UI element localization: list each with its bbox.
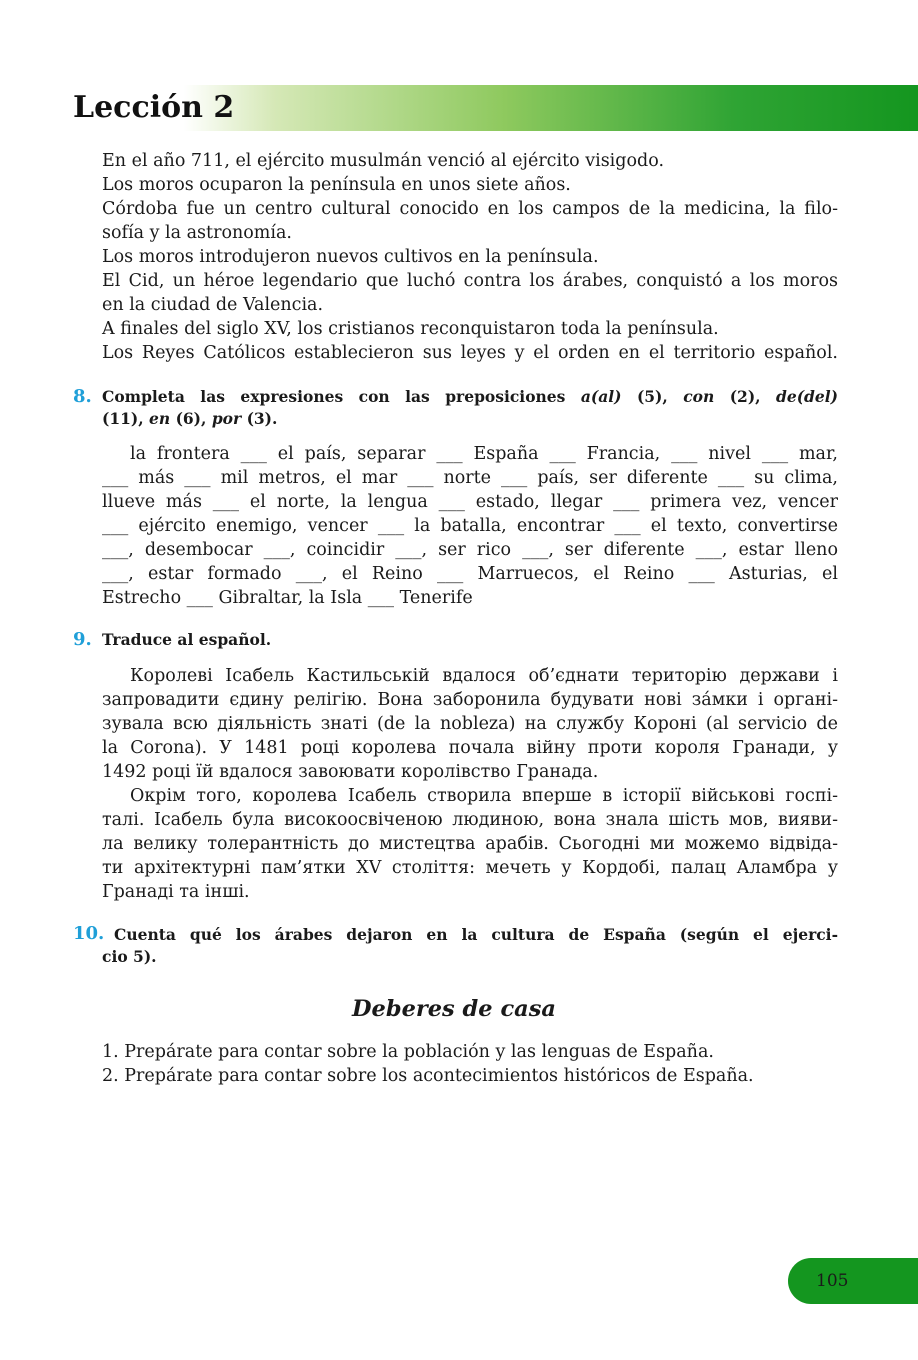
intro-line: en la ciudad de Valencia. <box>102 295 324 315</box>
exercise-9-number: 9. <box>73 629 92 650</box>
exercise-8-line: ___, desembocar ___, coincidir ___, ser rico ___, ser diferente ___, estar lleno <box>102 540 838 560</box>
exercise-9-instruction <box>102 629 838 651</box>
exercise-8-instruction-line: (11), en (6), por (3). <box>102 409 278 428</box>
exercise-8-line: ___, estar formado ___, el Reino ___ Marruecos, el Reino ___ Asturias, el <box>102 564 838 584</box>
exercise-9-line: ла велику толерантність до мистецтва арабів. Сьогодні ми можемо відвіда- <box>102 834 838 854</box>
homework-list <box>102 1040 838 1088</box>
exercise-9-line: ти архітектурні пам’ятки XV століття: мечеть у Кордобі, палац Аламбра у <box>102 858 838 878</box>
exercise-8-line: ___ ejército enemigo, vencer ___ la batalla, encontrar ___ el texto, convertirse <box>102 516 838 536</box>
intro-line: Los Reyes Católicos establecieron sus leyes y el orden en el territorio español. <box>102 343 838 363</box>
exercise-10-instruction-line: Cuenta qué los árabes dejaron en la cultura de España (según el ejerci- <box>114 925 838 944</box>
exercise-8-line: ___ más ___ mil metros, el mar ___ norte ___ país, ser diferente ___ su clima, <box>102 468 838 488</box>
exercise-10-instruction-cont <box>102 946 838 968</box>
exercise-9-body <box>102 664 838 904</box>
exercise-9-line: Окрім того, королева Ісабель створила вперше в історії військові госпі- <box>130 786 838 806</box>
exercise-8-line: llueve más ___ el norte, la lengua ___ estado, llegar ___ primera vez, vencer <box>102 492 838 512</box>
exercise-10-instruction <box>114 924 838 946</box>
intro-line: A finales del siglo XV, los cristianos reconquistaron toda la península. <box>102 319 719 339</box>
exercise-8-body <box>102 442 838 610</box>
exercise-8-instruction <box>102 386 838 430</box>
exercise-10-instruction-line: cio 5). <box>102 947 157 966</box>
intro-line: Córdoba fue un centro cultural conocido en los campos de la medicina, la filo- <box>102 199 838 219</box>
intro-line: sofía y la astronomía. <box>102 223 292 243</box>
intro-text <box>102 149 838 365</box>
intro-line: El Cid, un héroe legendario que luchó contra los árabes, conquistó a los moros <box>102 271 838 291</box>
intro-line: Los moros ocuparon la península en unos siete años. <box>102 175 571 195</box>
exercise-9-line: 1492 році їй вдалося завоювати королівство Гранада. <box>102 762 599 782</box>
homework-item: 2. Prepárate para contar sobre los acontecimientos históricos de España. <box>102 1066 754 1086</box>
exercise-8-number: 8. <box>73 386 92 407</box>
exercise-9-line: запровадити єдину релігію. Вона заборонила будувати нові за́мки і органі- <box>102 690 838 710</box>
exercise-8-line: Estrecho ___ Gibraltar, la Isla ___ Tenerife <box>102 588 473 608</box>
intro-line: Los moros introdujeron nuevos cultivos en la península. <box>102 247 599 267</box>
intro-line: En el año 711, el ejército musulmán venció al ejército visigodo. <box>102 151 665 171</box>
homework-title: Deberes de casa <box>352 996 556 1022</box>
exercise-9-line: зувала всю діяльність знаті (de la nobleza) на службу Короні (al servicio de <box>102 714 838 734</box>
exercise-8-instruction-line: Completa las expresiones con las preposiciones a(al) (5), con (2), de(del) <box>102 387 838 406</box>
exercise-9-line: la Corona). У 1481 році королева почала війну проти короля Гранади, у <box>102 738 838 758</box>
page-number: 105 <box>816 1271 849 1291</box>
page-number-tab <box>788 1258 918 1304</box>
exercise-9-line: Королеві Ісабель Кастильській вдалося об’єднати територію держави і <box>130 666 838 686</box>
homework-item: 1. Prepárate para contar sobre la población y las lenguas de España. <box>102 1042 714 1062</box>
exercise-9-line: талі. Ісабель була високоосвіченою людиною, вона знала шість мов, вияви- <box>102 810 838 830</box>
exercise-10-number: 10. <box>73 923 105 944</box>
lesson-title: Lección 2 <box>73 90 235 125</box>
exercise-8-line: la frontera ___ el país, separar ___ España ___ Francia, ___ nivel ___ mar, <box>130 444 838 464</box>
exercise-9-instruction-line: Traduce al español. <box>102 630 272 649</box>
exercise-9-line: Гранаді та інші. <box>102 882 250 902</box>
